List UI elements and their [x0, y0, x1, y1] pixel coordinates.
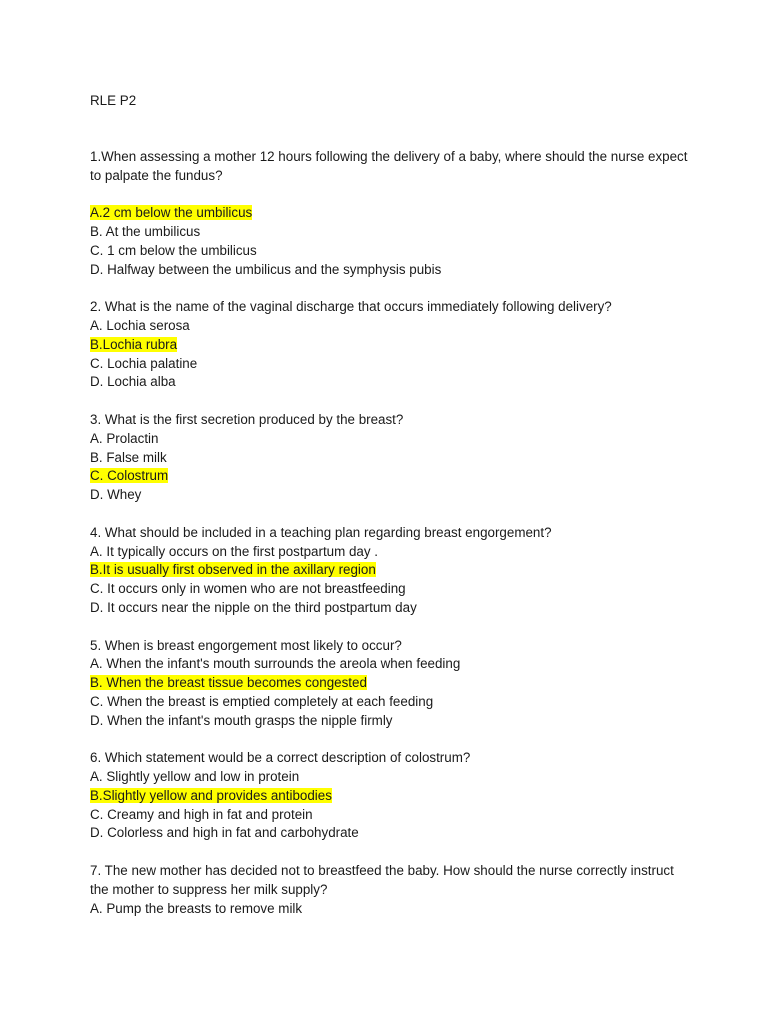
question-3 [90, 411, 690, 505]
question-5 [90, 637, 690, 731]
highlighted-answer: B.It is usually first observed in the axillary region [90, 562, 376, 578]
answer-option-c: C. 1 cm below the umbilicus [90, 242, 257, 258]
question-4 [90, 524, 690, 618]
answer-option-b [90, 787, 690, 806]
answer-option-c: C. Creamy and high in fat and protein [90, 806, 313, 822]
answer-option-c: C. When the breast is emptied completely at each feeding [90, 693, 434, 709]
question-2 [90, 298, 690, 392]
highlighted-answer: A.2 cm below the umbilicus [90, 205, 253, 221]
answer-option-a: A. When the infant's mouth surrounds the areola when feeding [90, 656, 461, 672]
question-text: 2. What is the name of the vaginal discharge that occurs immediately following delivery? [90, 299, 612, 315]
answer-option-d: D. Colorless and high in fat and carbohydrate [90, 825, 359, 841]
answer-option-a: A. Prolactin [90, 430, 159, 446]
highlighted-answer: B. When the breast tissue becomes congested [90, 675, 367, 691]
highlighted-answer: C. Colostrum [90, 468, 169, 484]
question-text: 3. What is the first secretion produced by the breast? [90, 411, 404, 427]
question-text: 6. Which statement would be a correct description of colostrum? [90, 750, 471, 766]
answer-option-d: D. When the infant's mouth grasps the nipple firmly [90, 712, 393, 728]
answer-option-a: A. Pump the breasts to remove milk [90, 900, 303, 916]
answer-option-a: A. Lochia serosa [90, 317, 190, 333]
answer-option-c [90, 467, 690, 486]
answer-option-b: B. False milk [90, 449, 167, 465]
question-text: 7. The new mother has decided not to breastfeed the baby. How should the nurse correctly instruct the mother to suppress her milk supply? [90, 863, 674, 897]
highlighted-answer: B.Lochia rubra [90, 336, 178, 352]
document-content [90, 92, 690, 937]
answer-option-b [90, 674, 690, 693]
answer-option-a: A. It typically occurs on the first postpartum day . [90, 543, 379, 559]
question-text: 1.When assessing a mother 12 hours following the delivery of a baby, where should the nurse expect to palpate the fundus? [90, 148, 688, 183]
answer-option-a [90, 204, 690, 223]
answer-option-d: D. It occurs near the nipple on the third postpartum day [90, 599, 417, 615]
answer-option-b: B. At the umbilicus [90, 223, 201, 239]
answer-option-b [90, 336, 690, 355]
question-7 [90, 862, 690, 918]
question-text: 5. When is breast engorgement most likely to occur? [90, 637, 402, 653]
question-1 [90, 148, 690, 280]
answer-option-d: D. Whey [90, 487, 142, 503]
question-text: 4. What should be included in a teaching plan regarding breast engorgement? [90, 524, 552, 540]
answer-option-d: D. Lochia alba [90, 374, 176, 390]
answer-option-d: D. Halfway between the umbilicus and the symphysis pubis [90, 261, 442, 277]
answer-option-b [90, 561, 690, 580]
document-title: RLE P2 [90, 93, 137, 108]
highlighted-answer: B.Slightly yellow and provides antibodies [90, 787, 332, 803]
answer-option-a: A. Slightly yellow and low in protein [90, 769, 300, 785]
answer-option-c: C. It occurs only in women who are not breastfeeding [90, 581, 406, 597]
answer-option-c: C. Lochia palatine [90, 355, 198, 371]
question-6 [90, 749, 690, 843]
